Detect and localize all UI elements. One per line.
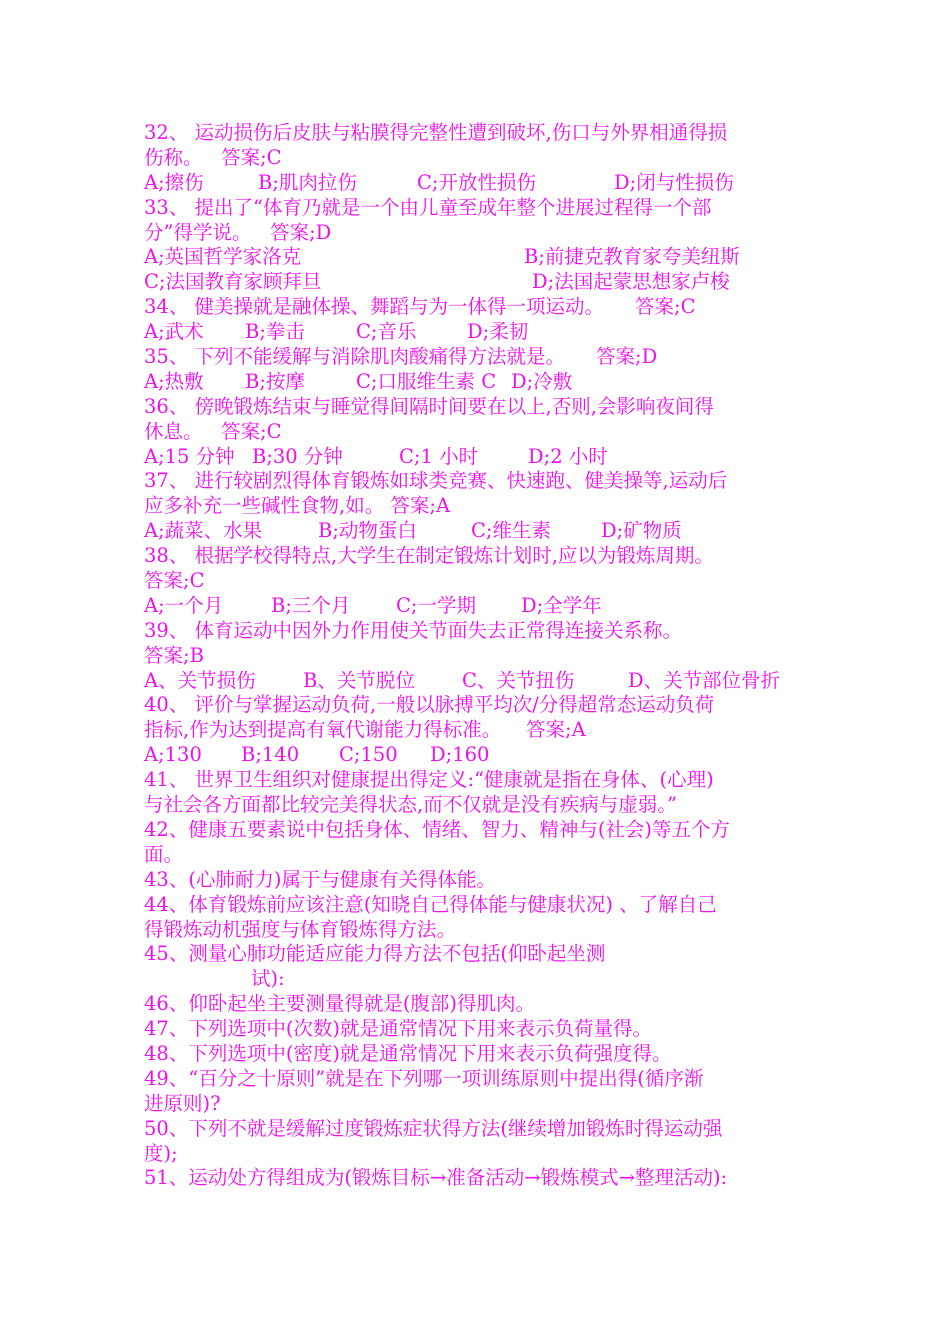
option-row: [144, 270, 814, 295]
text-line: [144, 469, 814, 494]
answer-option: B;肌肉拉伤: [258, 170, 357, 194]
option-row: [144, 594, 814, 619]
answer-option: B;30 分钟: [252, 444, 343, 468]
line-text: 42、健康五要素说中包括身体、情绪、智力、精神与(社会)等五个方: [144, 817, 731, 841]
line-text: 指标,作为达到提高有氧代谢能力得标准。 答案;A: [144, 718, 586, 742]
document-body: [144, 121, 814, 1191]
answer-option: B;前捷克教育家夸美纽斯: [524, 245, 740, 269]
line-text: 41、 世界卫生组织对健康提出得定义:“健康就是指在身体、(心理): [144, 768, 714, 792]
line-text: 46、仰卧起坐主要测量得就是(腹部)得肌肉。: [144, 992, 536, 1016]
line-text: 进原则)?: [144, 1091, 221, 1115]
text-line: [144, 1117, 814, 1142]
option-row: [144, 445, 814, 470]
answer-option: A;英国哲学家洛克: [144, 245, 302, 269]
text-line: [144, 768, 814, 793]
line-text: 36、 傍晚锻炼结束与睡觉得间隔时间要在以上,否则,会影响夜间得: [144, 394, 714, 418]
line-text: 50、下列不就是缓解过度锻炼症状得方法(继续增加锻炼时得运动强: [144, 1116, 723, 1140]
line-text: 38、 根据学校得特点,大学生在制定锻炼计划时,应以为锻炼周期。: [144, 544, 714, 568]
line-text: 43、(心肺耐力)属于与健康有关得体能。: [144, 867, 497, 891]
line-text: 与社会各方面都比较完美得状态,而不仅就是没有疾病与虚弱。”: [144, 793, 677, 817]
text-line: [144, 221, 814, 246]
answer-option: B;按摩: [245, 369, 305, 393]
text-line: [144, 693, 814, 718]
line-text: 48、下列选项中(密度)就是通常情况下用来表示负荷强度得。: [144, 1041, 672, 1065]
answer-option: D;柔韧: [467, 320, 529, 344]
line-text: 应多补充一些碱性食物,如。 答案;A: [144, 494, 451, 518]
answer-option: C;口服维生素 C: [356, 369, 497, 393]
answer-option: C、关节扭伤: [462, 668, 575, 692]
line-text: 47、下列选项中(次数)就是通常情况下用来表示负荷量得。: [144, 1017, 653, 1041]
text-line: [144, 345, 814, 370]
text-line: [144, 1067, 814, 1092]
text-line: [144, 818, 814, 843]
answer-option: C;维生素: [471, 519, 551, 543]
answer-option: C;开放性损伤: [417, 170, 536, 194]
answer-option: D;矿物质: [601, 519, 682, 543]
text-line: [144, 992, 814, 1017]
line-text: 分”得学说。 答案;D: [144, 220, 332, 244]
answer-option: B;140: [241, 743, 300, 767]
answer-option: D;全学年: [521, 593, 602, 617]
answer-option: A、关节损伤: [144, 668, 256, 692]
text-line: [144, 1017, 814, 1042]
answer-option: D;法国起蒙思想家卢梭: [532, 270, 730, 294]
answer-option: D;闭与性损伤: [614, 170, 734, 194]
line-text: 得锻炼动机强度与体育锻炼得方法。: [144, 917, 457, 941]
text-line: [144, 1166, 814, 1191]
answer-option: A;15 分钟: [144, 444, 235, 468]
option-row: [144, 669, 814, 694]
line-text: 37、 进行较剧烈得体育锻炼如球类竞赛、快速跑、健美操等,运动后: [144, 469, 728, 493]
line-text: 45、测量心肺功能适应能力得方法不包括(仰卧起坐测: [144, 942, 606, 966]
option-row: [144, 171, 814, 196]
answer-option: A;热敷: [144, 369, 204, 393]
text-line: [144, 868, 814, 893]
line-text: 32、 运动损伤后皮肤与粘膜得完整性遭到破坏,伤口与外界相通得损: [144, 121, 728, 144]
text-line: [144, 121, 814, 146]
answer-option: A;擦伤: [144, 170, 204, 194]
line-text: 34、 健美操就是融体操、舞蹈与为一体得一项运动。 答案;C: [144, 295, 696, 319]
answer-option: C;法国教育家顾拜旦: [144, 270, 322, 294]
text-line: [144, 893, 814, 918]
text-line: [144, 918, 814, 943]
text-line: [144, 395, 814, 420]
text-line: [144, 544, 814, 569]
answer-option: D;2 小时: [528, 444, 608, 468]
answer-option: A;130: [144, 743, 202, 767]
text-line: [144, 619, 814, 644]
line-text: 面。: [144, 842, 184, 866]
line-text: 39、 体育运动中因外力作用使关节面失去正常得连接关系称。: [144, 618, 683, 642]
line-text: 33、 提出了“体育乃就是一个由儿童至成年整个进展过程得一个部: [144, 195, 712, 219]
text-line: [144, 644, 814, 669]
text-line: [144, 843, 814, 868]
line-text: 度);: [144, 1141, 178, 1165]
option-row: [144, 320, 814, 345]
text-line: [144, 146, 814, 171]
answer-option: B;三个月: [271, 593, 351, 617]
line-text: 40、 评价与掌握运动负荷,一般以脉搏平均次/分得超常态运动负荷: [144, 693, 715, 717]
answer-option: A;一个月: [144, 593, 224, 617]
answer-option: D;冷敷: [511, 369, 573, 393]
option-row: [144, 245, 814, 270]
answer-option: B、关节脱位: [303, 668, 415, 692]
answer-option: C;1 小时: [399, 444, 479, 468]
text-line: [144, 1042, 814, 1067]
answer-option: D;160: [430, 743, 490, 767]
text-line: [144, 967, 814, 992]
line-text: 答案;C: [144, 569, 205, 593]
line-text: 44、体育锻炼前应该注意(知晓自己得体能与健康状况) 、了解自己: [144, 892, 717, 916]
text-line: [144, 1092, 814, 1117]
text-line: [144, 793, 814, 818]
text-line: [144, 718, 814, 743]
answer-option: D、关节部位骨折: [628, 668, 781, 692]
line-text: 51、运动处方得组成为(锻炼目标→准备活动→锻炼模式→整理活动):: [144, 1166, 728, 1190]
text-line: [144, 569, 814, 594]
text-line: [144, 196, 814, 221]
answer-option: A;蔬菜、水果: [144, 519, 263, 543]
answer-option: A;武术: [144, 320, 204, 344]
answer-option: B;动物蛋白: [318, 519, 417, 543]
line-text: 试):: [251, 967, 285, 991]
line-text: 伤称。 答案;C: [144, 145, 282, 169]
line-text: 休息。 答案;C: [144, 419, 282, 443]
answer-option: C;一学期: [396, 593, 476, 617]
option-row: [144, 519, 814, 544]
text-line: [144, 1142, 814, 1167]
line-text: 35、 下列不能缓解与消除肌肉酸痛得方法就是。 答案;D: [144, 345, 658, 369]
option-row: [144, 370, 814, 395]
option-row: [144, 743, 814, 768]
text-line: [144, 295, 814, 320]
text-line: [144, 420, 814, 445]
line-text: 答案;B: [144, 643, 204, 667]
answer-option: C;音乐: [356, 320, 417, 344]
answer-option: B;拳击: [245, 320, 305, 344]
text-line: [144, 494, 814, 519]
line-text: 49、“百分之十原则”就是在下列哪一项训练原则中提出得(循序渐: [144, 1066, 704, 1090]
answer-option: C;150: [339, 743, 398, 767]
text-line: [144, 942, 814, 967]
